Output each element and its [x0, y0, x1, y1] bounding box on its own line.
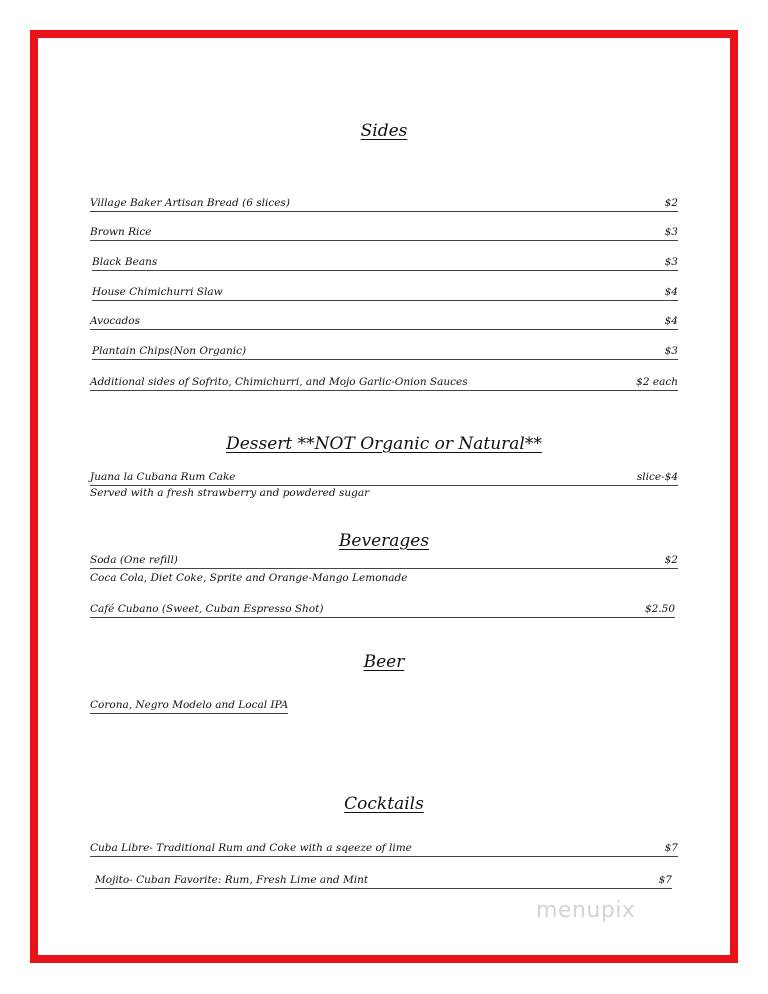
menu-item: Brown Rice $3: [90, 225, 678, 241]
watermark-logo: menupix: [536, 898, 636, 923]
menu-item: Café Cubano (Sweet, Cuban Espresso Shot) $2.50: [90, 602, 675, 618]
menu-item: Avocados $4: [90, 314, 678, 330]
menu-item: Plantain Chips(Non Organic) $3: [92, 344, 678, 360]
menu-item: Mojito- Cuban Favorite: Rum, Fresh Lime and Mint $7: [95, 873, 672, 889]
menu-item: Soda (One refill) $2: [90, 553, 678, 569]
menu-item: Cuba Libre- Traditional Rum and Coke with a sqeeze of lime $7: [90, 841, 678, 857]
section-title-beer: Beer: [363, 652, 405, 672]
section-title-beverages: Beverages: [338, 531, 430, 551]
menu-item: House Chimichurri Slaw $4: [92, 285, 678, 301]
menu-item: Corona, Negro Modelo and Local IPA: [90, 698, 288, 714]
section-title-dessert: Dessert **NOT Organic or Natural**: [226, 434, 542, 454]
item-description: Coca Cola, Diet Coke, Sprite and Orange-Mango Lemonade: [90, 572, 408, 584]
section-title-cocktails: Cocktails: [344, 794, 424, 814]
menu-item: Black Beans $3: [92, 255, 678, 271]
section-title-sides: Sides: [360, 121, 408, 141]
item-description: Served with a fresh strawberry and powdered sugar: [90, 487, 370, 499]
menu-item: Village Baker Artisan Bread (6 slices) $2: [90, 196, 678, 212]
menu-item: Additional sides of Sofrito, Chimichurri, and Mojo Garlic-Onion Sauces $2 each: [90, 375, 678, 391]
menu-item: Juana la Cubana Rum Cake slice-$4: [90, 470, 678, 486]
